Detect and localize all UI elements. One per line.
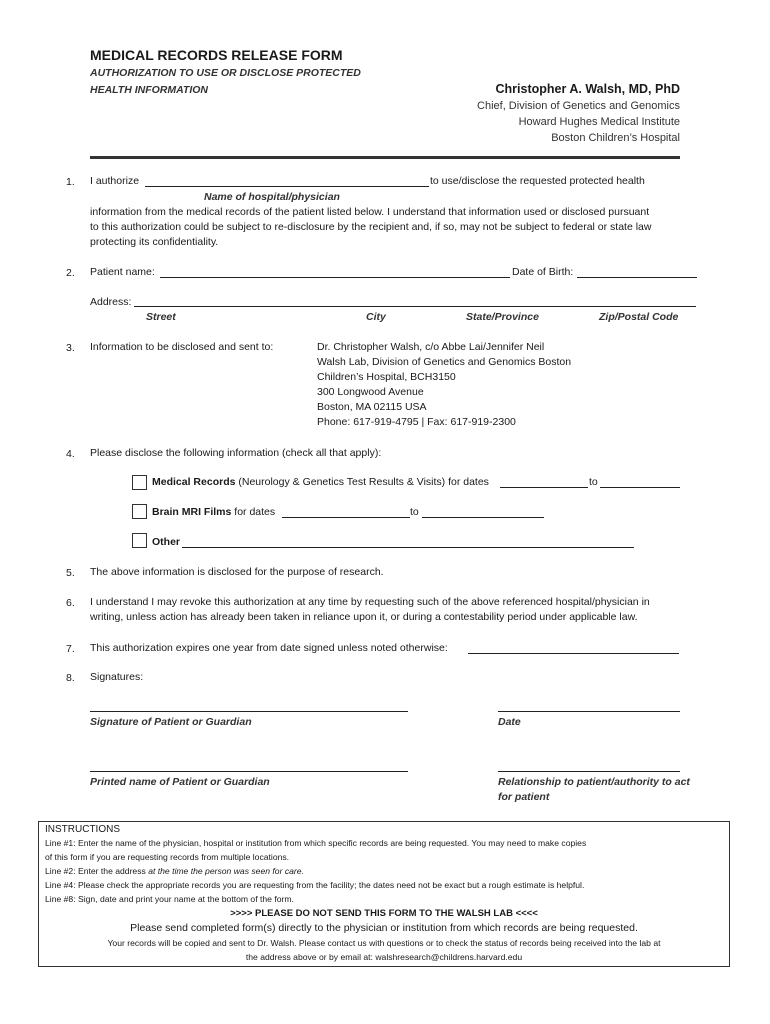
item-1-prefix: I authorize xyxy=(90,175,140,187)
signatures-label: Signatures: xyxy=(90,671,144,683)
brain-mri-to: to xyxy=(410,506,419,518)
form-subtitle-line2: HEALTH INFORMATION xyxy=(90,84,209,96)
form-subtitle-line1: AUTHORIZATION TO USE OR DISCLOSE PROTECTED xyxy=(90,67,361,79)
state-caption: State/Province xyxy=(466,311,539,323)
brain-mri-option xyxy=(152,505,275,520)
instructions-box xyxy=(38,821,730,967)
doctor-title-3: Boston Children’s Hospital xyxy=(551,132,680,144)
hospital-physician-field[interactable] xyxy=(145,186,429,187)
item-1-number: 1. xyxy=(66,176,75,188)
item-3-label: Information to be disclosed and sent to: xyxy=(90,341,274,353)
item-3-number: 3. xyxy=(66,342,75,354)
medical-records-checkbox[interactable] xyxy=(132,475,147,490)
street-caption: Street xyxy=(146,311,176,323)
item-6-number: 6. xyxy=(66,597,75,609)
medical-records-date-from[interactable] xyxy=(500,487,588,488)
patient-name-label: Patient name: xyxy=(90,266,155,278)
item-4-number: 4. xyxy=(66,448,75,460)
other-label: Other xyxy=(152,536,181,548)
recipient-address-2: Walsh Lab, Division of Genetics and Genomics Boston xyxy=(317,356,572,368)
recipient-address-5: Boston, MA 02115 USA xyxy=(317,401,427,413)
item-2-number: 2. xyxy=(66,267,75,279)
recipient-phone-fax: Phone: 617-919-4795 | Fax: 617-919-2300 xyxy=(317,416,516,428)
item-1-body-1: information from the medical records of the patient listed below. I understand that information used or disclosed pursuant xyxy=(90,206,650,218)
signature-date-field[interactable] xyxy=(498,711,680,712)
patient-signature-caption: Signature of Patient or Guardian xyxy=(90,716,252,728)
header-divider xyxy=(90,156,680,159)
relationship-caption-1: Relationship to patient/authority to act xyxy=(498,776,690,788)
patient-signature-field[interactable] xyxy=(90,711,408,712)
recipient-address-4: 300 Longwood Avenue xyxy=(317,386,424,398)
recipient-address-3: Children’s Hospital, BCH3150 xyxy=(317,371,456,383)
address-label: Address: xyxy=(90,296,132,308)
brain-mri-description: for dates xyxy=(234,506,276,518)
instruction-line-2-text: Line #2: Enter the address xyxy=(45,866,149,876)
item-6-line-2: writing, unless action has already been taken in reliance upon it, or during a contestability period under applicable law. xyxy=(90,611,638,623)
other-field[interactable] xyxy=(182,547,634,548)
item-1-body-2: to this authorization could be subject to re-disclosure by the recipient and, if so, may not be subject to federal or state law xyxy=(90,221,652,233)
instruction-line-8: Line #8: Sign, date and print your name at the bottom of the form. xyxy=(45,894,294,904)
instructions-heading: INSTRUCTIONS xyxy=(45,824,120,835)
instruction-line-4: Line #4: Please check the appropriate records you are requesting from the facility; the dates need not be exact but a rough estimate is helpful. xyxy=(45,880,585,890)
zip-caption: Zip/Postal Code xyxy=(599,311,679,323)
instruction-line-2 xyxy=(45,866,304,876)
instruction-line-2-emphasis: at the time the person was seen for care. xyxy=(148,866,304,876)
doctor-title-1: Chief, Division of Genetics and Genomics xyxy=(477,100,680,112)
brain-mri-label: Brain MRI Films xyxy=(152,506,232,518)
item-6-line-1: I understand I may revoke this authorization at any time by requesting such of the above referenced hospital/physician in xyxy=(90,596,650,608)
instructions-footer-1: Your records will be copied and sent to Dr. Walsh. Please contact us with questions or to check the status of records being received into the lab at xyxy=(107,938,661,948)
patient-name-field[interactable] xyxy=(160,277,510,278)
medical-records-option xyxy=(152,475,489,490)
brain-mri-date-from[interactable] xyxy=(282,517,410,518)
address-field[interactable] xyxy=(134,306,696,307)
dob-label: Date of Birth: xyxy=(512,266,574,278)
expiration-field[interactable] xyxy=(468,653,679,654)
doctor-name: Christopher A. Walsh, MD, PhD xyxy=(495,82,680,96)
instruction-line-1b: of this form if you are requesting records from multiple locations. xyxy=(45,852,290,862)
city-caption: City xyxy=(366,311,386,323)
item-1-suffix: to use/disclose the requested protected health xyxy=(430,175,645,187)
relationship-field[interactable] xyxy=(498,771,680,772)
item-7-number: 7. xyxy=(66,643,75,655)
brain-mri-date-to[interactable] xyxy=(422,517,544,518)
item-5-number: 5. xyxy=(66,567,75,579)
brain-mri-checkbox[interactable] xyxy=(132,504,147,519)
medical-records-label: Medical Records xyxy=(152,476,236,488)
item-7-text: This authorization expires one year from date signed unless noted otherwise: xyxy=(90,642,448,654)
form-title: MEDICAL RECORDS RELEASE FORM xyxy=(90,47,343,63)
item-5-text: The above information is disclosed for the purpose of research. xyxy=(90,566,384,578)
dob-field[interactable] xyxy=(577,277,697,278)
item-4-label: Please disclose the following information (check all that apply): xyxy=(90,447,382,459)
instructions-footer-2: the address above or by email at: walshresearch@childrens.harvard.edu xyxy=(245,952,523,962)
medical-records-description: (Neurology & Genetics Test Results & Visits) for dates xyxy=(238,476,489,488)
other-checkbox[interactable] xyxy=(132,533,147,548)
item-8-number: 8. xyxy=(66,672,75,684)
medical-records-date-to[interactable] xyxy=(600,487,680,488)
do-not-send-warning: >>>> PLEASE DO NOT SEND THIS FORM TO THE WALSH LAB <<<< xyxy=(230,908,538,919)
doctor-title-2: Howard Hughes Medical Institute xyxy=(518,116,680,128)
item-1-caption: Name of hospital/physician xyxy=(204,191,340,203)
send-directly-notice: Please send completed form(s) directly to the physician or institution from which records are being requested. xyxy=(130,922,638,934)
medical-records-to: to xyxy=(589,476,598,488)
printed-name-field[interactable] xyxy=(90,771,408,772)
recipient-address-1: Dr. Christopher Walsh, c/o Abbe Lai/Jennifer Neil xyxy=(317,341,545,353)
instruction-line-1a: Line #1: Enter the name of the physician, hospital or institution from which specific records are being requested. You may need to make copies xyxy=(45,838,587,848)
item-1-body-3: protecting its confidentiality. xyxy=(90,236,219,248)
printed-name-caption: Printed name of Patient or Guardian xyxy=(90,776,270,788)
date-caption: Date xyxy=(498,716,521,728)
relationship-caption-2: for patient xyxy=(498,791,550,803)
